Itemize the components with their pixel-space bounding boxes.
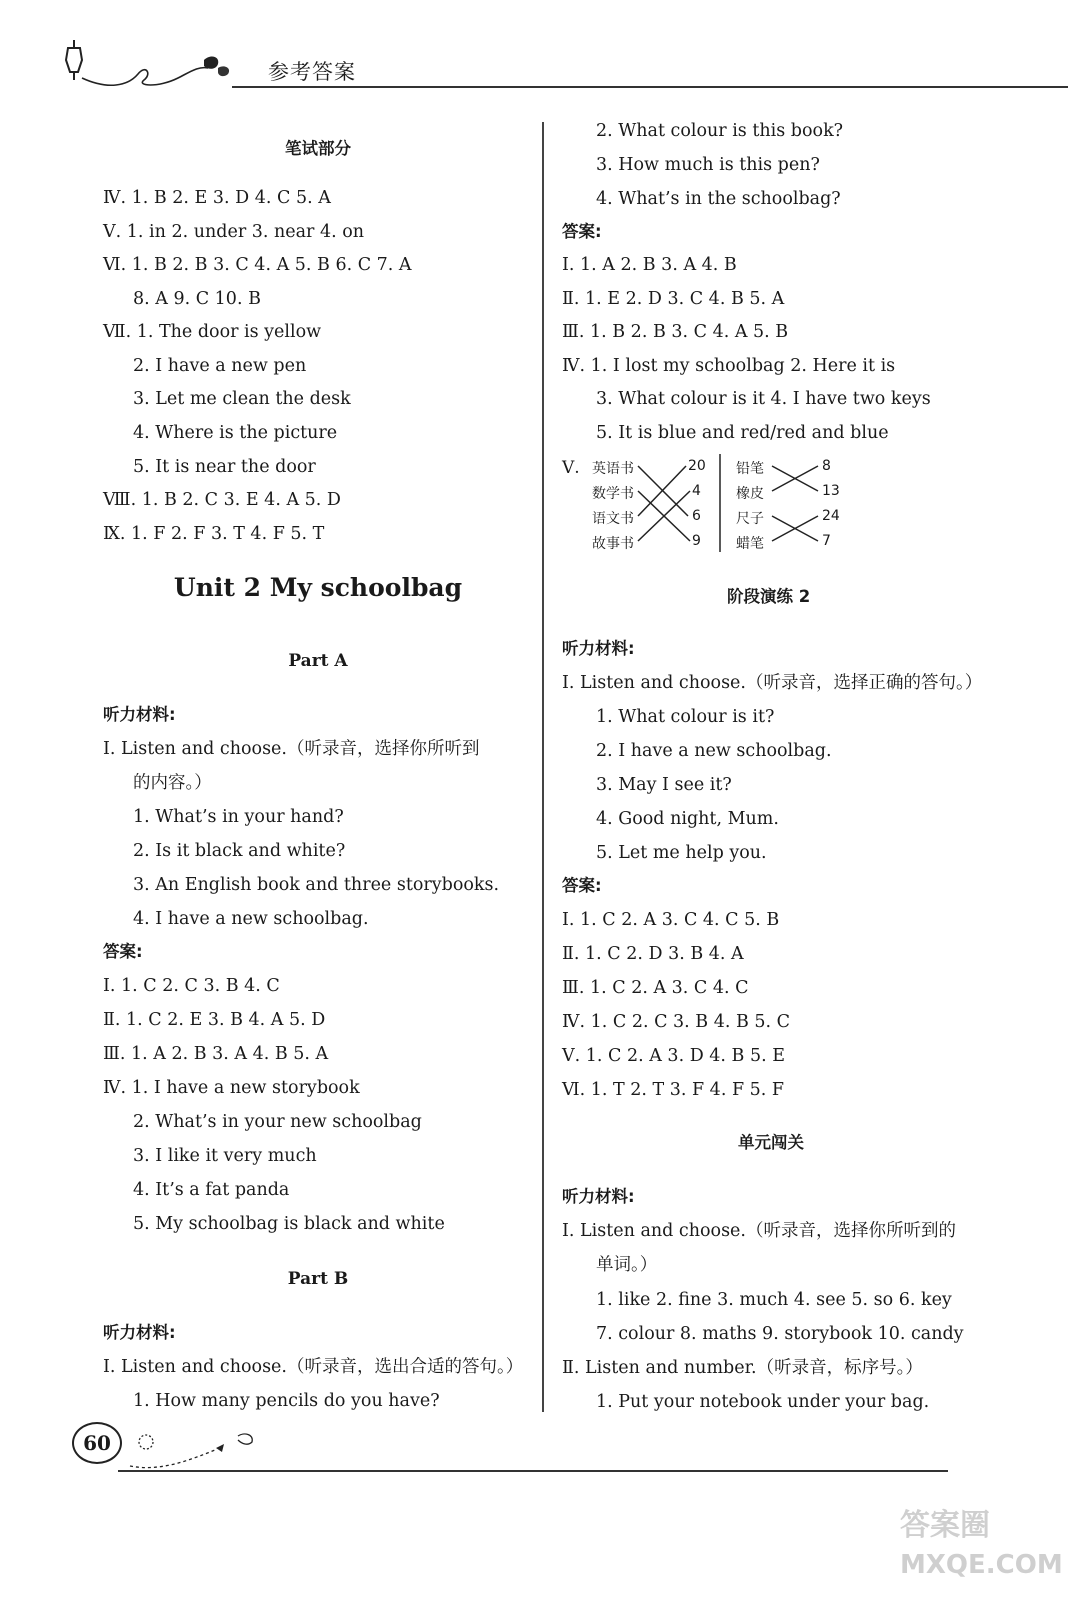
listening-line: Ⅰ. Listen and choose.（听录音，选择你所听到的 [562,1221,956,1241]
matching-right-item: 蜡笔 [736,536,764,552]
answer-line: 8. A 9. C 10. B [133,289,261,309]
matching-left-item: 故事书 [592,536,634,552]
matching-left-num: 20 [688,458,706,474]
answer-line: Ⅲ. 1. A 2. B 3. A 4. B 5. A [103,1044,329,1064]
listening-line: 3. How much is this pen? [596,155,820,175]
matching-left-num: 6 [692,508,701,524]
unit-title: Unit 2 My schoolbag [173,573,463,602]
matching-right-item: 铅笔 [736,461,764,477]
listening-line: 3. May I see it? [596,775,732,795]
matching-left-num: 9 [692,533,701,549]
listening-line: 3. An English book and three storybooks. [133,875,500,895]
answer-line: Ⅵ. 1. T 2. T 3. F 4. F 5. F [562,1080,785,1100]
listening-line: 2. What colour is this book? [596,121,844,141]
written-part-heading: 笔试部分 [285,139,351,158]
answer-line: Ⅳ. 1. I have a new storybook [103,1078,360,1098]
matching-roman: Ⅴ. [562,458,580,478]
answer-line: Ⅴ. 1. C 2. A 3. D 4. B 5. E [562,1046,786,1066]
answer-line: Ⅶ. 1. The door is yellow [103,322,322,342]
answer-line: Ⅳ. 1. B 2. E 3. D 4. C 5. A [103,188,331,208]
answer-line: Ⅱ. 1. E 2. D 3. C 4. B 5. A [562,289,785,309]
listening-label: 听力材料: [562,1187,635,1206]
listening-label: 听力材料: [103,1323,176,1342]
page-header [0,0,1089,100]
answer-line: Ⅴ. 1. in 2. under 3. near 4. on [103,222,365,242]
listening-line: 7. colour 8. maths 9. storybook 10. candy [596,1324,964,1344]
matching-left-item: 语文书 [592,511,634,527]
matching-right-item: 橡皮 [736,486,764,502]
matching-right-num: 24 [822,508,840,524]
listening-line: 2. I have a new schoolbag. [596,741,832,761]
answer-line: Ⅳ. 1. C 2. C 3. B 4. B 5. C [562,1012,791,1032]
watermark-text: 答案圈 [900,1508,990,1543]
listening-label: 听力材料: [103,705,176,724]
footer-rule [118,1470,948,1472]
answer-line: 3. Let me clean the desk [133,389,351,409]
listening-line: 2. Is it black and white? [133,841,346,861]
matching-figure [562,452,862,552]
listening-line: Ⅰ. Listen and choose.（听录音，选择正确的答句。） [562,673,983,693]
listening-line: 4. Good night, Mum. [596,809,779,829]
listening-line: 1. How many pencils do you have? [133,1391,440,1411]
lantern-vine-decoration-icon [58,38,238,93]
listening-line: 1. Put your notebook under your bag. [596,1392,930,1412]
answer-line: 4. Where is the picture [133,423,338,443]
matching-right-num: 8 [822,458,831,474]
matching-right-num: 13 [822,483,840,499]
answer-line: Ⅰ. 1. A 2. B 3. A 4. B [562,255,737,275]
answer-line: 5. My schoolbag is black and white [133,1214,445,1234]
answers-label: 答案: [562,222,602,241]
listening-line: Ⅰ. Listen and choose.（听录音，选出合适的答句。） [103,1357,524,1377]
listening-line: Ⅱ. Listen and number.（听录音，标序号。） [562,1358,923,1378]
part-b-heading: Part B [287,1269,349,1289]
part-a-heading: Part A [288,651,348,671]
header-rule [232,86,1068,88]
listening-line: 1. What colour is it? [596,707,775,727]
matching-right-num: 7 [822,533,831,549]
answer-line: Ⅳ. 1. I lost my schoolbag 2. Here it is [562,356,896,376]
matching-left-item: 英语书 [592,461,634,477]
footer-vine-decoration-icon [120,1430,280,1475]
listening-line: 单词。） [596,1255,658,1275]
listening-line: 5. Let me help you. [596,843,767,863]
answer-line: Ⅱ. 1. C 2. D 3. B 4. A [562,944,744,964]
matching-right-item: 尺子 [736,511,764,527]
listening-line: Ⅰ. Listen and choose.（听录音，选择你所听到 [103,739,480,759]
answer-line: 5. It is blue and red/red and blue [596,423,889,443]
answer-line: Ⅷ. 1. B 2. C 3. E 4. A 5. D [103,490,341,510]
answer-line: Ⅸ. 1. F 2. F 3. T 4. F 5. T [103,524,325,544]
header-title: 参考答案 [268,60,356,84]
answer-line: 4. It’s a fat panda [133,1180,290,1200]
answer-line: Ⅲ. 1. B 2. B 3. C 4. A 5. B [562,322,789,342]
listening-line: 1. What’s in your hand? [133,807,344,827]
answer-line: Ⅲ. 1. C 2. A 3. C 4. C [562,978,749,998]
answer-line: 2. What’s in your new schoolbag [133,1112,422,1132]
answers-label: 答案: [103,942,143,961]
answer-line: Ⅵ. 1. B 2. B 3. C 4. A 5. B 6. C 7. A [103,255,412,275]
listening-line: 4. I have a new schoolbag. [133,909,369,929]
answers-label: 答案: [562,876,602,895]
answer-line: 3. I like it very much [133,1146,317,1166]
answer-line: 2. I have a new pen [133,356,307,376]
matching-left-num: 4 [692,483,701,499]
column-divider [542,122,544,1412]
stage-heading: 阶段演练 2 [727,587,811,606]
answer-line: 5. It is near the door [133,457,316,477]
listening-line: 4. What’s in the schoolbag? [596,189,841,209]
matching-left-item: 数学书 [592,486,634,502]
unit-challenge-heading: 单元闯关 [738,1133,804,1152]
answer-line: 3. What colour is it 4. I have two keys [596,389,931,409]
listening-line: 的内容。） [133,773,212,793]
listening-label: 听力材料: [562,639,635,658]
watermark-url: MXQE.COM [900,1550,1063,1580]
listening-line: 1. like 2. fine 3. much 4. see 5. so 6. key [596,1290,952,1310]
answer-line: Ⅰ. 1. C 2. A 3. C 4. C 5. B [562,910,780,930]
matching-lines [562,452,862,562]
answer-line: Ⅱ. 1. C 2. E 3. B 4. A 5. D [103,1010,326,1030]
page-number: 60 [72,1422,122,1464]
answer-line: Ⅰ. 1. C 2. C 3. B 4. C [103,976,280,996]
